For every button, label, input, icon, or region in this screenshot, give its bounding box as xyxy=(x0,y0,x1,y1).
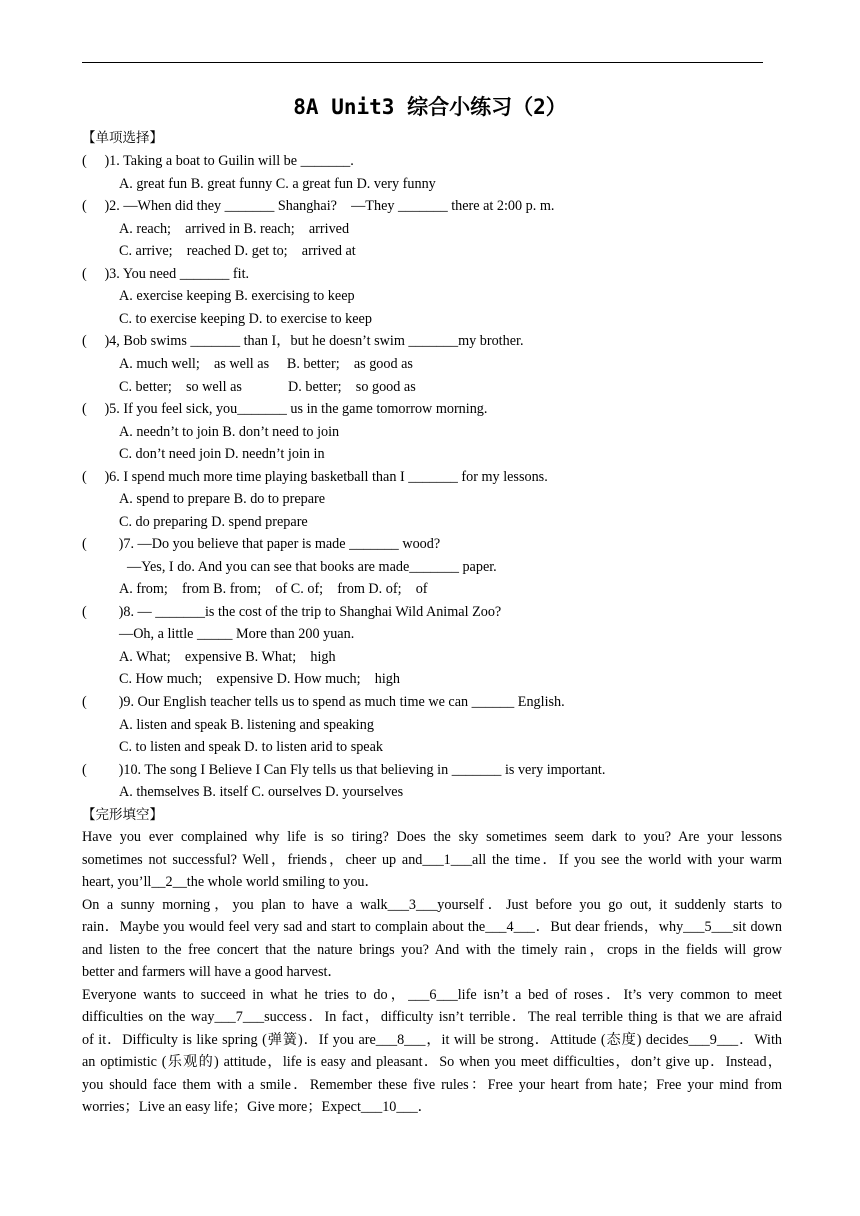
cloze-paragraph-2-line-2: rain．Maybe you would feel very sad and start to complain about the___4___．But dear friends，why___5___sit down xyxy=(82,919,782,935)
question-8-options-cd: C. How much; expensive D. How much; high xyxy=(119,671,400,687)
cloze-paragraph-3-line-5: you should face them with a smile．Remember these five rules：Free your heart from hate；Free your mind from xyxy=(82,1077,782,1093)
cloze-paragraph-2-line-1: On a sunny morning，you plan to have a walk___3___yourself．Just before you go out, it suddenly starts to xyxy=(82,897,782,913)
section-heading-single-choice: 【单项选择】 xyxy=(82,130,163,146)
question-1: ( )1. Taking a boat to Guilin will be _______. xyxy=(82,153,354,169)
question-4-options-ab: A. much well; as well as B. better; as good as xyxy=(119,356,413,372)
cloze-paragraph-2-line-4: better and farmers will have a good harvest． xyxy=(82,964,342,980)
question-9-options-cd: C. to listen and speak D. to listen arid to speak xyxy=(119,739,383,755)
question-3: ( )3. You need _______ fit. xyxy=(82,266,250,282)
cloze-paragraph-3-line-3: of it．Difficulty is like spring (弹簧)．If you are___8___，it will be strong．Attitude (态度) decides___9___．With xyxy=(82,1032,782,1048)
cloze-paragraph-3-line-2: difficulties on the way___7___success．In fact，difficulty isn’t terrible．The real terrible thing is that we are afraid xyxy=(82,1009,782,1025)
question-7-reply: —Yes, I do. And you can see that books are made_______ paper. xyxy=(127,559,497,575)
page-title: 8A Unit3 综合小练习（2） xyxy=(293,95,567,119)
cloze-paragraph-3-line-4: an optimistic (乐观的) attitude，life is easy and pleasant．So when you meet difficulties，don’t give up．Instead， xyxy=(82,1054,782,1070)
question-6-options-ab: A. spend to prepare B. do to prepare xyxy=(119,491,326,507)
question-1-options: A. great fun B. great funny C. a great fun D. very funny xyxy=(119,176,436,192)
cloze-paragraph-1-line-3: heart, you’ll__2__the whole world smiling to you． xyxy=(82,874,379,890)
cloze-paragraph-2-line-3: and listen to the free concert that the nature brings you? And with the timely rain，crops in the fields will grow xyxy=(82,942,782,958)
question-9: ( )9. Our English teacher tells us to spend as much time we can ______ English. xyxy=(82,694,565,710)
question-9-options-ab: A. listen and speak B. listening and speaking xyxy=(119,717,374,733)
question-5: ( )5. If you feel sick, you_______ us in the game tomorrow morning. xyxy=(82,401,488,417)
question-8-reply: —Oh, a little _____ More than 200 yuan. xyxy=(119,626,355,642)
question-4: ( )4, Bob swims _______ than I，but he doesn’t swim _______my brother. xyxy=(82,333,524,349)
cloze-paragraph-1-line-2: sometimes not successful? Well，friends，cheer up and___1___all the time．If you see the world with your warm xyxy=(82,852,782,868)
cloze-paragraph-3-line-1: Everyone wants to succeed in what he tries to do，___6___life isn’t a bed of roses．It’s very common to meet xyxy=(82,987,782,1003)
question-5-options-cd: C. don’t need join D. needn’t join in xyxy=(119,446,325,462)
question-5-options-ab: A. needn’t to join B. don’t need to join xyxy=(119,424,340,440)
question-3-options-cd: C. to exercise keeping D. to exercise to keep xyxy=(119,311,372,327)
question-4-options-cd: C. better; so well as D. better; so good as xyxy=(119,379,416,395)
question-6: ( )6. I spend much more time playing basketball than I _______ for my lessons. xyxy=(82,469,548,485)
question-2-options-ab: A. reach; arrived in B. reach; arrived xyxy=(119,221,350,237)
question-2-options-cd: C. arrive; reached D. get to; arrived at xyxy=(119,243,356,259)
question-7: ( )7. —Do you believe that paper is made _______ wood? xyxy=(82,536,441,552)
section-heading-cloze: 【完形填空】 xyxy=(82,807,163,823)
header-rule xyxy=(82,62,763,63)
cloze-paragraph-3-line-6: worries；Live an easy life；Give more；Expect___10___． xyxy=(82,1099,432,1115)
question-8: ( )8. — _______is the cost of the trip to Shanghai Wild Animal Zoo? xyxy=(82,604,502,620)
cloze-paragraph-1-line-1: Have you ever complained why life is so tiring? Does the sky sometimes seem dark to you? Are your lessons xyxy=(82,829,782,845)
question-3-options-ab: A. exercise keeping B. exercising to keep xyxy=(119,288,355,304)
question-8-options-ab: A. What; expensive B. What; high xyxy=(119,649,336,665)
question-10: ( )10. The song I Believe I Can Fly tells us that believing in _______ is very important. xyxy=(82,762,606,778)
question-7-options: A. from; from B. from; of C. of; from D. of; of xyxy=(119,581,428,597)
question-6-options-cd: C. do preparing D. spend prepare xyxy=(119,514,308,530)
question-10-options: A. themselves B. itself C. ourselves D. yourselves xyxy=(119,784,404,800)
question-2: ( )2. —When did they _______ Shanghai? —They _______ there at 2:00 p. m. xyxy=(82,198,555,214)
